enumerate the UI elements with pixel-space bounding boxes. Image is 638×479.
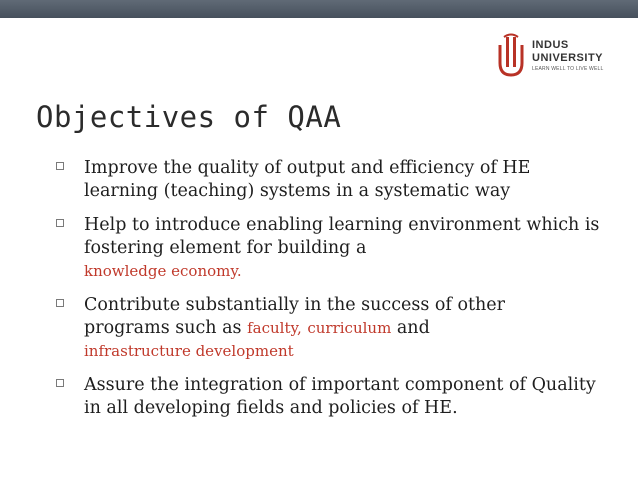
objectives-list (56, 157, 602, 431)
objective-item (56, 157, 602, 203)
objective-text: Improve the quality of output and efficiency of HE learning (teaching) systems in a systematic way (84, 158, 531, 201)
logo-line-1: INDUS (532, 39, 569, 51)
objective-text-main: Help to introduce enabling learning environment which is fostering element for building a (84, 215, 600, 258)
bullet-square-icon (56, 299, 64, 307)
bullet-square-icon (56, 219, 64, 227)
objective-line: Contribute substantially in the success of other (84, 295, 506, 315)
objective-line (84, 317, 602, 340)
bullet-square-icon (56, 379, 64, 387)
bullet-square-icon (56, 162, 64, 170)
highlight-curriculum: curriculum (307, 319, 392, 337)
slide-title: Objectives of QAA (36, 100, 342, 134)
highlight-faculty: faculty, (247, 319, 302, 337)
objective-text: Assure the integration of important component of Quality in all developing fields and policies of HE. (84, 375, 596, 418)
objective-fragment: and (396, 318, 430, 338)
objective-item (56, 294, 602, 363)
highlight-knowledge-economy: knowledge economy. (84, 262, 242, 280)
objective-text (84, 294, 602, 363)
university-crest-icon (496, 33, 526, 77)
indus-university-logo (496, 33, 636, 81)
highlight-infrastructure: infrastructure development (84, 342, 294, 360)
objective-item (56, 214, 602, 283)
objective-text (84, 214, 602, 283)
logo-line-2: UNIVERSITY (532, 52, 604, 64)
logo-tagline: LEARN WELL TO LIVE WELL (532, 66, 604, 72)
objective-line (84, 340, 602, 363)
objective-fragment: programs such as (84, 318, 242, 338)
objective-item (56, 374, 602, 420)
top-bar (0, 0, 638, 18)
